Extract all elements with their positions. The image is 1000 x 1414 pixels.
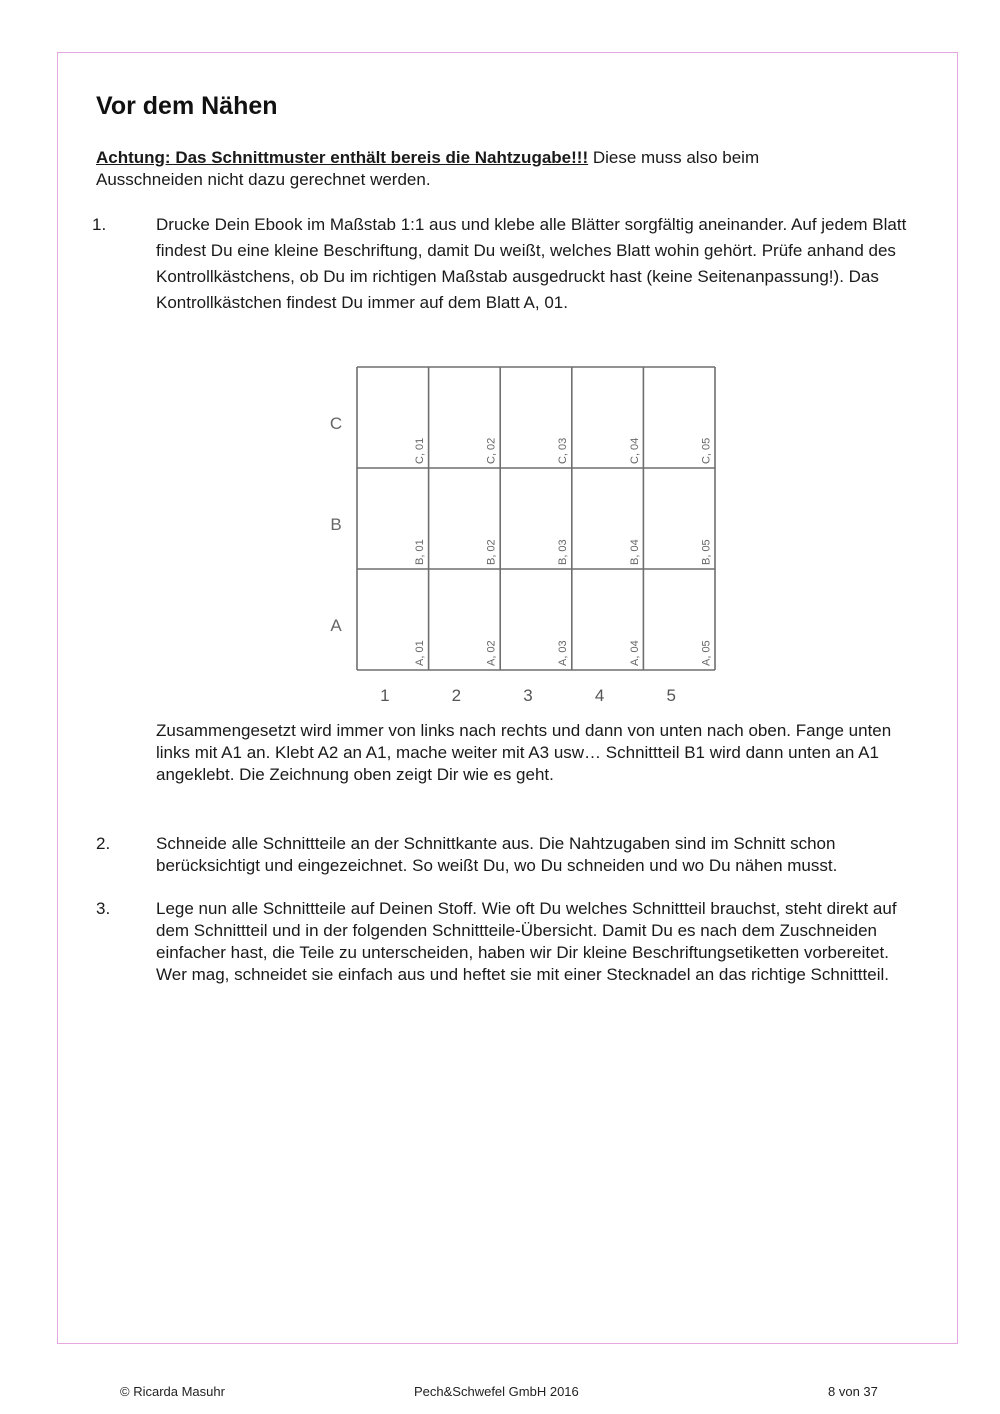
step-2-number: 2.	[96, 834, 111, 853]
cell-label: A, 02	[485, 640, 498, 666]
column-labels	[380, 686, 676, 705]
cell-label: B, 03	[557, 539, 570, 565]
cell-label: C, 02	[485, 437, 498, 464]
footer-page-number: 8 von 37	[828, 1384, 878, 1399]
grid-lines	[357, 367, 715, 670]
cell-label: A, 03	[557, 640, 570, 666]
step-2-text: Schneide alle Schnittteile an der Schnittkante aus. Die Nahtzugaben sind im Schnitt schon berücksichtigt und eingezeichnet. So weißt Du, wo Du schneiden und wo Du nähen musst.	[156, 834, 838, 875]
footer-author: © Ricarda Masuhr	[120, 1384, 225, 1399]
cell-label: B, 02	[485, 539, 498, 565]
cell-label: A, 05	[700, 640, 713, 666]
page-assembly-grid	[318, 355, 728, 715]
cell-label: C, 01	[414, 437, 426, 464]
intro-text: Diese muss also beim Ausschneiden nicht dazu gerechnet werden.	[96, 148, 760, 189]
column-label: 3	[523, 686, 533, 705]
page-title: Vor dem Nähen	[96, 92, 278, 120]
cell-label: B, 01	[414, 539, 426, 565]
cell-label: A, 04	[628, 640, 641, 666]
intro-paragraph	[96, 147, 856, 191]
cell-label: C, 04	[628, 437, 641, 464]
row-label: C	[329, 414, 343, 433]
cell-labels	[414, 438, 712, 666]
column-label: 5	[666, 686, 676, 705]
cell-label: A, 01	[414, 640, 426, 666]
row-label: A	[330, 616, 342, 635]
step-1-text: Drucke Dein Ebook im Maßstab 1:1 aus und klebe alle Blätter sorgfältig aneinander. Auf jedem Blatt findest Du eine kleine Beschriftung, damit Du weißt, welches Blatt wohin gehört. Prüfe anhand des Kontrollkästchens, ob Du im richtigen Maßstab ausgedruckt hast (keine Seitenanpassung!). Das Kontrollkästchen findest Du immer auf dem Blatt A, 01.	[156, 215, 907, 312]
column-label: 4	[594, 686, 605, 705]
seam-allowance-warning: Achtung: Das Schnittmuster enthält bereis die Nahtzugabe!!!	[96, 148, 589, 167]
row-labels	[330, 414, 342, 635]
cell-label: C, 05	[700, 437, 713, 464]
cell-label: C, 03	[557, 437, 570, 464]
step-3-text: Lege nun alle Schnittteile auf Deinen Stoff. Wie oft Du welches Schnittteil brauchst, steht direkt auf dem Schnittteil und in der folgenden Schnittteile-Übersicht. Damit Du es nach dem Zuschneiden einfacher hast, die Teile zu unterscheiden, haben wir Dir kleine Beschriftungsetiketten vorbereitet. Wer mag, schneidet sie einfach aus und heftet sie mit einer Stecknadel an das richtige Schnittteil.	[156, 899, 897, 984]
row-label: B	[330, 515, 342, 534]
step-3-number: 3.	[96, 899, 111, 918]
step-1-number: 1.	[92, 215, 107, 234]
step-1-assembly-text: Zusammengesetzt wird immer von links nach rechts und dann von unten nach oben. Fange unten links mit A1 an. Klebt A2 an A1, mache weiter mit A3 usw… Schnittteil B1 wird dann unten an A1 angeklebt. Die Zeichnung oben zeigt Dir wie es geht.	[156, 721, 892, 784]
cell-label: B, 05	[700, 539, 713, 565]
column-label: 2	[451, 686, 462, 705]
column-label: 1	[380, 686, 390, 705]
cell-label: B, 04	[628, 539, 641, 565]
footer-publisher: Pech&Schwefel GmbH 2016	[414, 1384, 579, 1399]
